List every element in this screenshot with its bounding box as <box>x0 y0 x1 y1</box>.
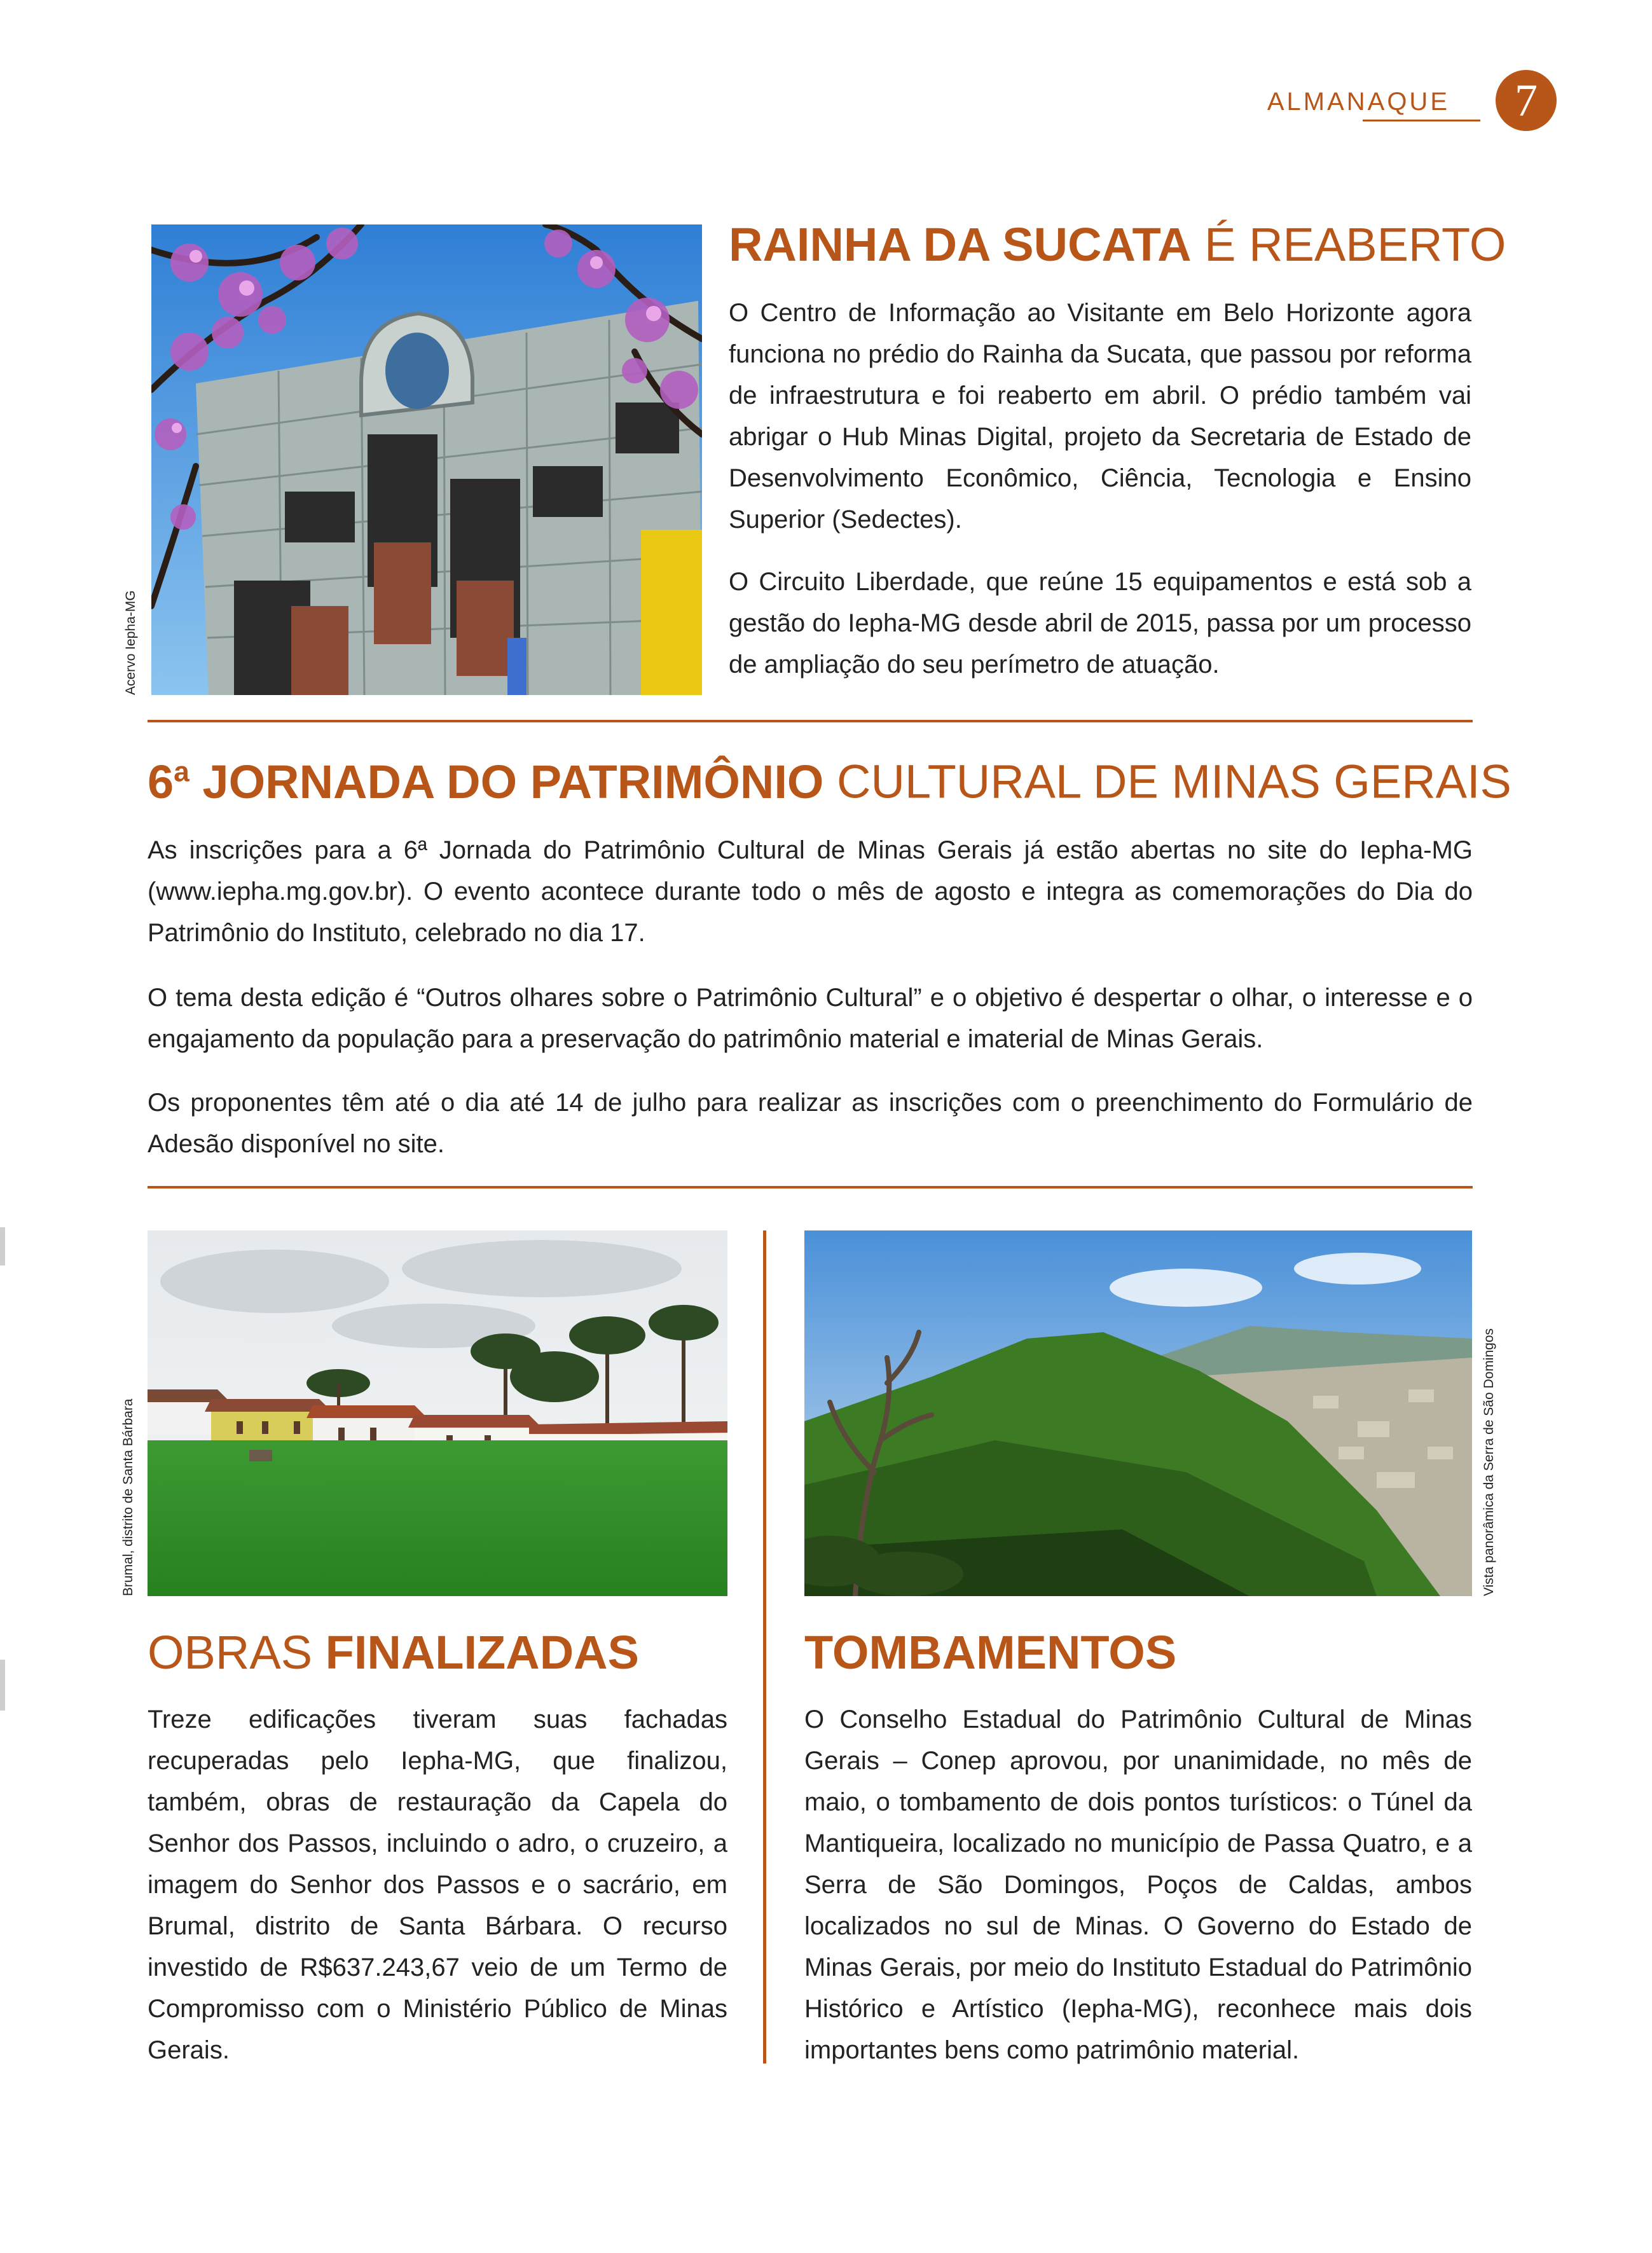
margin-mark <box>0 1660 5 1711</box>
section-label: ALMANAQUE <box>1267 88 1450 116</box>
article-paragraph: As inscrições para a 6ª Jornada do Patrimônio Cultural de Minas Gerais já estão abertas no site do Iepha-MG (www.iepha.mg.gov.br). O evento acontece durante todo o mês de agosto e integra as comemorações do Dia do Patrimônio do Instituto, celebrado no dia 17. <box>148 836 1473 947</box>
title-light: É REABERTO <box>1191 218 1506 271</box>
divider <box>148 1186 1473 1189</box>
photo-credit: Acervo Iepha-MG <box>123 590 138 695</box>
margin-mark <box>0 1227 5 1265</box>
section-underline <box>1363 120 1480 121</box>
divider <box>148 720 1473 722</box>
article-paragraph: O tema desta edição é “Outros olhares sobre o Patrimônio Cultural” e o objetivo é despertar o olhar, o interesse e o engajamento da população para a preservação do patrimônio material e imaterial de Minas Gerais. <box>148 984 1473 1053</box>
article-title <box>729 218 1506 271</box>
photo-credit: Vista panorâmica da Serra de São Domingos <box>1482 1328 1496 1596</box>
article-title <box>804 1626 1177 1679</box>
article-paragraph: O Centro de Informação ao Visitante em Belo Horizonte agora funciona no prédio do Rainha da Sucata, que passou por reforma de infraestrutura e foi reaberto em abril. O prédio também vai abrigar o Hub Minas Digital, projeto da Secretaria de Estado de Desenvolvimento Econômico, Ciência, Tecnologia e Ensino Superior (Sedectes). <box>729 299 1471 534</box>
rainha-da-sucata-photo <box>151 224 702 695</box>
title-bold: RAINHA DA SUCATA <box>729 218 1192 271</box>
title-bold: TOMBAMENTOS <box>804 1626 1177 1679</box>
article-paragraph: Treze edificações tiveram suas fachadas recuperadas pelo Iepha-MG, que finalizou, também, obras de restauração da Capela do Senhor dos Passos, incluindo o adro, o cruzeiro, a imagem do Senhor dos Passos e o sacrário, em Brumal, distrito de Santa Bárbara. O recurso investido de R$637.243,67 veio de um Termo de Compromisso com o Ministério Público de Minas Gerais. <box>148 1705 727 2064</box>
article-paragraph: O Conselho Estadual do Patrimônio Cultural de Minas Gerais – Conep aprovou, por unanimidade, no mês de maio, o tombamento de dois pontos turísticos: o Túnel da Mantiqueira, localizado no município de Passa Quatro, e a Serra de São Domingos, Poços de Caldas, ambos localizados no sul de Minas. O Governo do Estado de Minas Gerais, por meio do Instituto Estadual do Patrimônio Histórico e Artístico (Iepha-MG), reconhece mais dois importantes bens como patrimônio material. <box>804 1705 1472 2064</box>
article-title <box>148 1626 639 1679</box>
title-ordinal: a <box>174 756 189 787</box>
title-light: CULTURAL DE MINAS GERAIS <box>823 755 1511 808</box>
article-title <box>148 755 1511 808</box>
article-paragraph: Os proponentes têm até o dia até 14 de julho para realizar as inscrições com o preenchimento do Formulário de Adesão disponível no site. <box>148 1089 1473 1158</box>
serra-sao-domingos-photo <box>804 1230 1472 1596</box>
title-light: OBRAS <box>148 1626 326 1679</box>
title-number: 6 <box>148 755 174 808</box>
brumal-photo <box>148 1230 727 1596</box>
title-bold: FINALIZADAS <box>325 1626 639 1679</box>
title-bold: JORNADA DO PATRIMÔNIO <box>189 755 824 808</box>
page-number: 7 <box>1496 70 1557 131</box>
article-paragraph: O Circuito Liberdade, que reúne 15 equipamentos e está sob a gestão do Iepha-MG desde abril de 2015, passa por um processo de ampliação do seu perímetro de atuação. <box>729 568 1471 679</box>
column-divider <box>763 1230 766 2064</box>
photo-credit: Brumal, distrito de Santa Bárbara <box>121 1398 135 1596</box>
